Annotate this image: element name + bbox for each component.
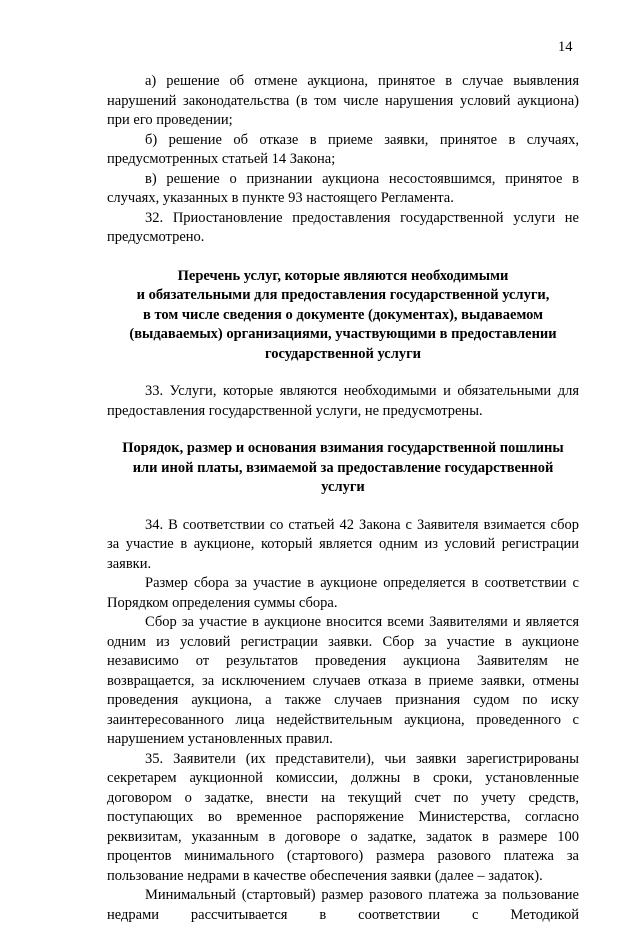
heading-line: государственной услуги: [264, 345, 422, 362]
heading-line: в том числе сведения о документе (документах), выдаваемом: [143, 306, 543, 323]
section-heading-services: [107, 267, 579, 365]
paragraph-33: 33. Услуги, которые являются необходимыми и обязательными для предоставления государственной услуги, не предусмотрены.: [107, 383, 579, 419]
fee-payment-paragraph: Сбор за участие в аукционе вносится всеми Заявителями и является одним из условий регистрации заявки. Сбор за участие в аукционе независимо от результатов проведения аукциона Заявителям не возвращается, за исключением случаев отказа в приеме заявки, отмены проведения аукциона, а также случаев признания судом по иску заинтересованного лица недействительным аукциона, проведенного с нарушением установленных правил.: [107, 614, 579, 747]
paragraph-35: 35. Заявители (их представители), чьи заявки зарегистрированы секретарем аукционной комиссии, должны в сроки, установленные договором о задатке, внести на текущий счет по учету средств, поступающих во временное распоряжение Министерства, согласно реквизитам, указанным в договоре о задатке, задаток в размере 100 процентов минимального (стартового) размера разового платежа за пользование недрами в качестве обеспечения заявки (далее – задаток).: [107, 750, 579, 884]
heading-line: и обязательными для предоставления государственной услуги,: [136, 287, 550, 303]
heading-line: услуги: [321, 479, 365, 495]
item-c-paragraph: в) решение о признании аукциона несостоявшимся, принятое в случаях, указанных в пункте 93 настоящего Регламента.: [107, 170, 579, 206]
heading-line: Перечень услуг, которые являются необходимыми: [177, 267, 509, 284]
fee-size-paragraph: Размер сбора за участие в аукционе определяется в соответствии с Порядком определения суммы сбора.: [107, 575, 579, 611]
heading-line: Порядок, размер и основания взимания государственной пошлины: [122, 440, 564, 456]
document-body: [107, 72, 579, 925]
page-number: 14: [558, 39, 573, 55]
minimum-payment-paragraph: Минимальный (стартовый) размер разового платежа за пользование недрами рассчитывается в соответствии с Методикой: [107, 887, 579, 923]
heading-line: (выдаваемых) организациями, участвующими в предоставлении: [129, 326, 557, 342]
item-b-paragraph: б) решение об отказе в приеме заявки, принятое в случаях, предусмотренных статьей 14 Закона;: [107, 131, 579, 167]
section-heading-fee: [107, 439, 579, 498]
paragraph-32: 32. Приостановление предоставления государственной услуги не предусмотрено.: [107, 209, 579, 245]
item-a-paragraph: а) решение об отмене аукциона, принятое в случае выявления нарушений законодательства (в том числе нарушения условий аукциона) при его проведении;: [107, 73, 579, 128]
heading-line: или иной платы, взимаемой за предоставление государственной: [132, 459, 554, 476]
paragraph-34: 34. В соответствии со статьей 42 Закона с Заявителя взимается сбор за участие в аукционе, который является одним из условий регистрации заявки.: [107, 516, 579, 572]
